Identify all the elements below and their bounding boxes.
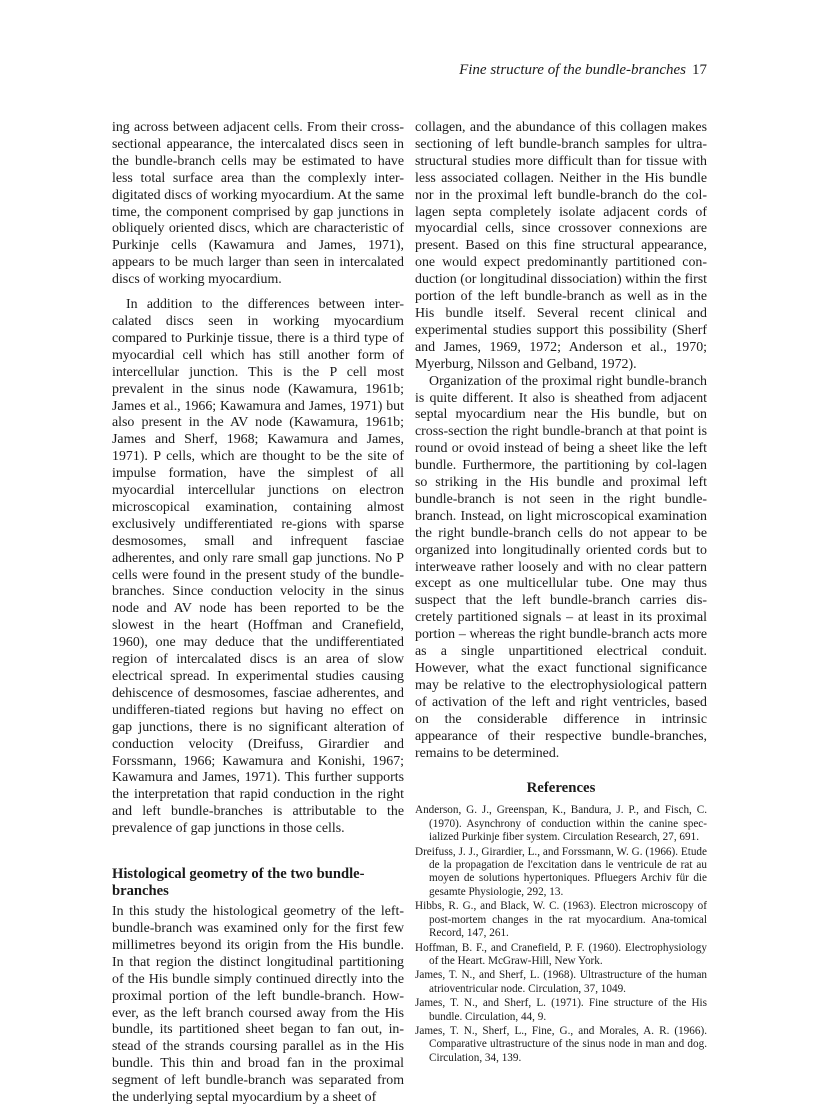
reference-item: Hoffman, B. F., and Cranefield, P. F. (1960). Electrophysiology of the Heart. McGraw-Hill, New York. <box>415 941 707 967</box>
left-column <box>112 120 404 1107</box>
reference-item: James, T. N., and Sherf, L. (1971). Fine structure of the His bundle. Circulation, 44, 9. <box>415 997 707 1023</box>
references-heading: References <box>526 780 596 797</box>
reference-item: Anderson, G. J., Greenspan, K., Bandura, J. P., and Fisch, C. (1970). Asynchrony of conduction within the canine spec-ialized Purkinje fiber system. Circulation Research, 27, 691. <box>415 804 707 844</box>
running-title: Fine structure of the bundle-branches <box>459 62 686 78</box>
right-paragraph-2: Organization of the proximal right bundle-branch is quite different. It also is sheathed from adjacent septal myocardium near the His bundle, but on cross-section the right bundle-branch at that point is round or ovoid instead of being a sheet like the left bundle. Furthermore, the partitioning by col-lagen so striking in the His bundle and proximal left bundle-branch is not seen in the right bundle-branch. Instead, on light microscopical examination the right bundle-branch cells do not appear to be organized into longitudinally oriented cords but to interweave rather loosely and with no clear pattern except as one multicellular tube. One may thus suspect that the left bundle-branch carries dis-cretely partitioned signals – at least in its proximal portion – whereas the right bundle-branch acts more as a single unpartitioned electrical conduit. However, what the exact functional significance may be relative to the electrophysiological pattern of activation of the left and right ventricles, based on the considerable difference in intrinsic appearance of their respective bundle-branches, remains to be determined. <box>415 373 707 761</box>
section-heading: Histological geometry of the two bundle-branches <box>112 866 365 900</box>
left-paragraph-2: In addition to the differences between inter-calated discs seen in working myocardium compared to Purkinje tissue, there is a third type of myocardial cell which has still another form of intercellular junction. This is the P cell most prevalent in the sinus node (Kawamura, 1961b; James et al., 1966; Kawamura and James, 1971) but also present in the AV node (Kawamura, 1961b; James and Sherf, 1968; Kawamura and James, 1971). P cells, which are thought to be the site of impulse formation, have the simplest of all myocardial intercellular junctions on electron microscopical examination, containing almost exclusively undifferentiated re-gions with sparse desmosomes, small and infrequent fasciae adherentes, and only rare small gap junctions. No P cells were found in the present study of the bundle-branches. Since conduction velocity in the sinus node and AV node has been reported to be the slowest in the heart (Hoffman and Cranefield, 1960), one may deduce that the undifferentiated region of intercalated discs is an area of slow electrical spread. In experimental studies causing dehiscence of desmosomes, fasciae adherentes, and undifferen-tiated regions but having no effect on gap junctions, there is no significant alteration of conduction velocity (Dreifuss, Girardier and Forssmann, 1966; Kawamura and Konishi, 1967; Kawamura and James, 1971). This further supports the interpretation that rapid conduction in the right and left bundle-branches is attributable to the prevalence of gap junctions in those cells. <box>112 297 404 837</box>
reference-item: Hibbs, R. G., and Black, W. C. (1963). Electron microscopy of post-mortem changes in the rat myocardium. Ana-tomical Record, 147, 261. <box>415 900 707 940</box>
reference-item: James, T. N., and Sherf, L. (1968). Ultrastructure of the human atrioventricular node. Circulation, 37, 1049. <box>415 969 707 995</box>
reference-item: Dreifuss, J. J., Girardier, L., and Forssmann, W. G. (1966). Etude de la propagation de l'excitation dans le ventricule de rat au moyen de solutions hypertoniques. Pfluegers Archiv für die gesamte Physiologie, 292, 13. <box>415 845 707 898</box>
left-paragraph-1: ing across between adjacent cells. From their cross-sectional appearance, the intercalated discs seen in the bundle-branch cells may be estimated to have less total surface area than the complexly inter-digitated discs of working myocardium. At the same time, the component comprised by gap junctions in obliquely oriented discs, which are characteristic of Purkinje cells (Kawamura and James, 1971), appears to be much larger than seen in intercalated discs of working myocardium. <box>112 120 404 288</box>
right-paragraph-1: collagen, and the abundance of this collagen makes sectioning of left bundle-branch samples for ultra-structural studies more difficult than for tissue with less associated collagen. Neither in the His bundle nor in the proximal left bundle-branch do the col-lagen septa completely isolate adjacent cords of myocardial cells, since crossover connexions are present. Based on this fine structural appearance, one would expect predominantly partitioned con-duction (or longitudinal dissociation) within the first portion of the left bundle-branch as well as in the His bundle itself. Several recent clinical and experimental studies support this possibility (Sherf and James, 1969, 1972; Anderson et al., 1970; Myerburg, Nilsson and Gelband, 1972). <box>415 120 707 372</box>
reference-item: James, T. N., Sherf, L., Fine, G., and Morales, A. R. (1966). Comparative ultrastructure of the sinus node in man and dog. Circulation, 34, 139. <box>415 1024 707 1064</box>
right-column <box>415 120 707 1066</box>
page-number: 17 <box>692 62 707 78</box>
left-paragraph-3: In this study the histological geometry of the left-bundle-branch was examined only for the first few millimetres beyond its origin from the His bundle. In that region the distinct longitudinal partitioning of the His bundle simply continued directly into the proximal portion of the left bundle-branch. How-ever, as the left branch coursed away from the His bundle, its partitioned sheet began to fan out, in-stead of the strands coursing parallel as in the His bundle. This thin and broad fan in the proximal segment of left bundle-branch was separated from the underlying septal myocardium by a sheet of <box>112 904 404 1106</box>
running-header <box>459 62 707 79</box>
